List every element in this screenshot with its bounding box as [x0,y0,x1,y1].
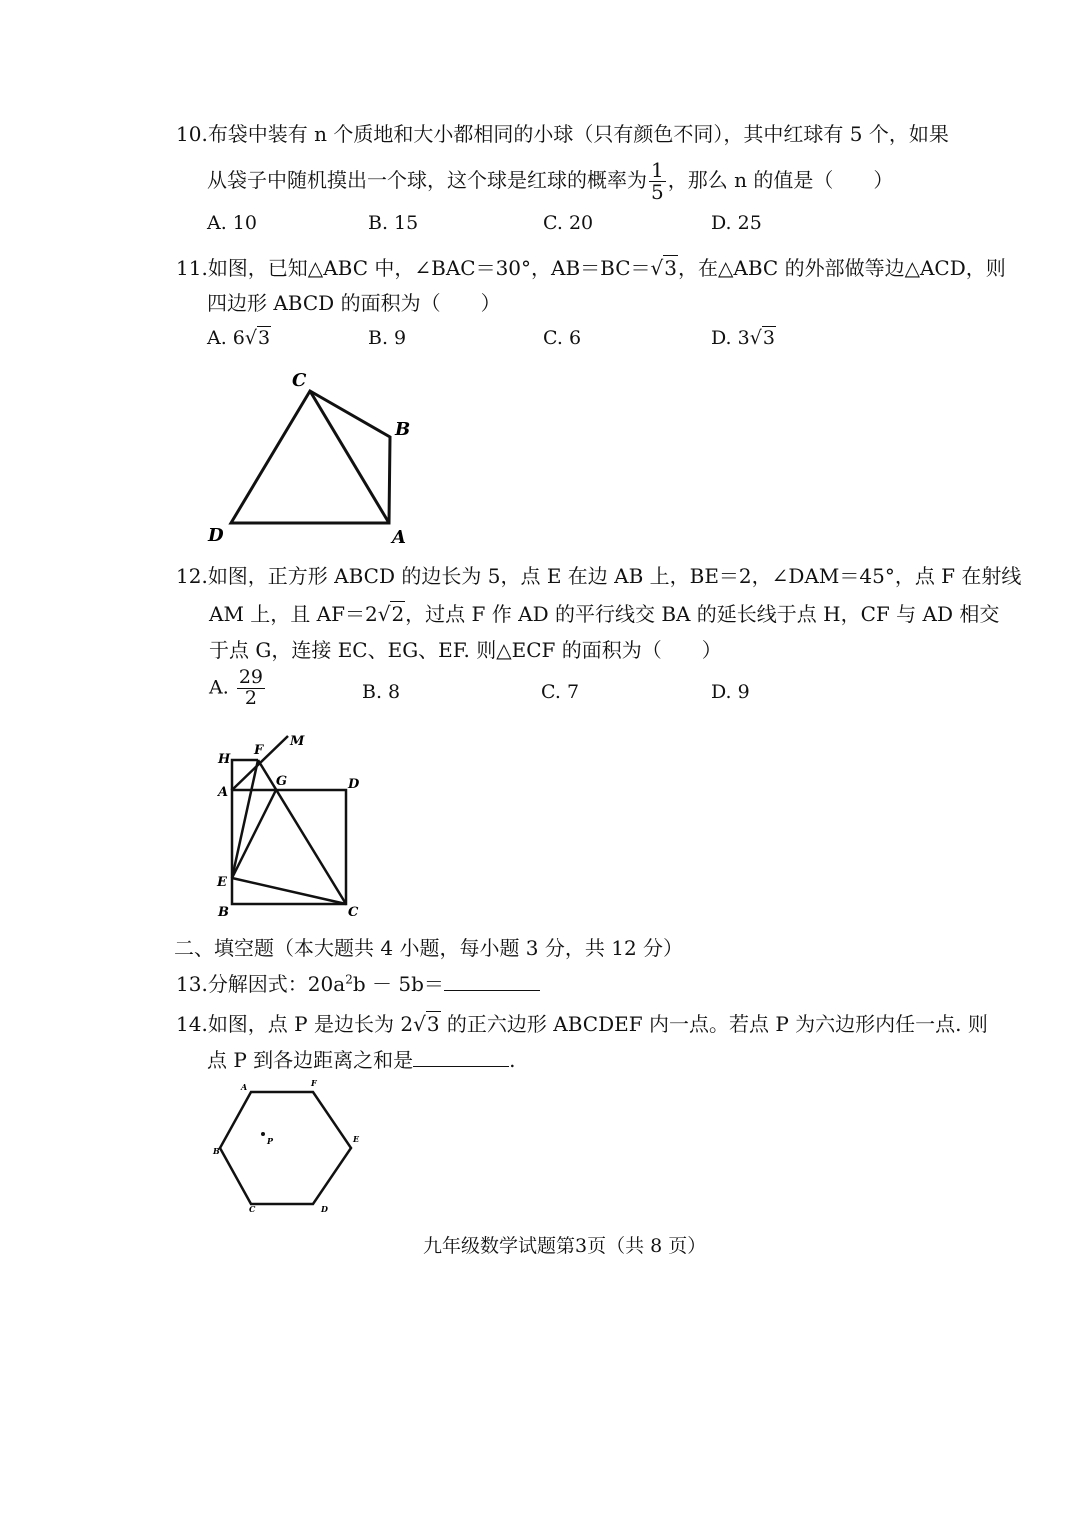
q12-text-1: 如图，正方形 ABCD 的边长为 5，点 E 在边 AB 上，BE＝2，∠DAM＝45°，点 F 在射线 [207,564,1022,588]
q11-line2: 四边形 ABCD 的面积为（ ） [207,291,501,315]
q11-label-c: C [292,370,307,391]
q11-option-d: D. 3√3 [711,327,775,349]
page-footer: 九年级数学试题第3页（共 8 页） [423,1235,707,1257]
q13-text-b: b － 5b＝ [352,972,444,996]
q12-label-e: E [217,875,227,890]
q11-diagonal-ca [310,391,389,523]
q12-text-2a: AM 上，且 AF＝2 [209,602,378,626]
q14-label-c: C [249,1204,256,1214]
q12-label-m: M [290,734,305,749]
q12-label-g: G [276,774,288,789]
q12-option-a-num: 29 [238,666,263,688]
q14-label-e: E [353,1134,360,1144]
q11-text-1b: ，在△ABC 的外部做等边△ACD，则 [678,256,1006,280]
q11-label-a: A [392,527,406,548]
q10-line2 [207,160,893,203]
q12-radicand: 2 [391,602,405,626]
q11-label-d: D [208,525,224,546]
q12-line1 [176,560,1021,589]
q10-fraction [649,160,666,203]
q11-option-d-radicand: 3 [762,327,775,349]
q14-label-f: F [311,1078,317,1088]
q12-text-2b: ，过点 F 作 AD 的平行线交 BA 的延长线于点 H，CF 与 AD 相交 [405,602,1000,626]
q12-option-b: B. 8 [362,681,401,703]
q12-segment-ec [232,878,346,904]
q10-option-b: B. 15 [368,212,419,234]
q10-text-2a: 从袋子中随机摸出一个球，这个球是红球的概率为 [207,168,647,192]
q14-hexagon [220,1092,351,1204]
q11-option-a-radicand: 3 [258,327,271,349]
q14-number: 14. [176,1012,208,1036]
q10-option-c: C. 20 [543,212,594,234]
q10-number: 10. [176,122,208,146]
q10-line1 [176,118,949,147]
section2-title: 二、填空题（本大题共 4 小题，每小题 3 分，共 12 分） [174,936,684,960]
q11-option-a: A. 6√3 [207,327,271,349]
q12-label-f: F [254,743,264,758]
q12-segment-eg [232,790,276,878]
q12-option-c: C. 7 [541,681,580,703]
q13-answer-blank [444,970,540,991]
q12-label-b: B [218,905,229,920]
q14-label-d: D [321,1204,328,1214]
q12-option-a-den: 2 [244,686,257,709]
q12-number: 12. [176,564,208,588]
q12-label-a: A [218,785,229,800]
q14-label-a: A [241,1082,248,1092]
q11-quadrilateral [231,391,390,523]
q14-line2 [207,1044,516,1073]
q10-text-2b: ，那么 n 的值是（ ） [667,168,894,192]
q12-square [232,790,346,904]
q10-text-1: 布袋中装有 n 个质地和大小都相同的小球（只有颜色不同），其中红球有 5 个，如果 [207,122,949,146]
q13-text-a: 分解因式：20a [207,972,346,996]
q11-line1: 11.如图，已知△ABC 中，∠BAC＝30°，AB＝BC＝√3，在△ABC 的外部做等边△ACD，则 [176,256,1006,280]
q13-number: 13. [176,972,208,996]
q13-exponent: 2 [345,972,353,987]
q14-text-1a: 如图，点 P 是边长为 2 [207,1012,414,1036]
q12-figure [210,728,370,923]
q14-point-p [261,1132,265,1136]
q12-line2: AM 上，且 AF＝2√2，过点 F 作 AD 的平行线交 BA 的延长线于点 H，CF 与 AD 相交 [209,602,1000,626]
q14-radicand: 3 [426,1012,440,1036]
q11-option-a-text: A. 6 [207,327,245,349]
q12-label-c: C [348,905,359,920]
q10-frac-num: 1 [651,158,664,182]
q10-option-a: A. 10 [207,212,257,234]
q11-number: 11. [176,256,208,280]
q12-label-h: H [218,752,231,767]
q12-option-a [209,668,267,709]
q14-text-1b: 的正六边形 ABCDEF 内一点。若点 P 为六边形内任一点. 则 [440,1012,988,1036]
q14-line1: 14.如图，点 P 是边长为 2√3 的正六边形 ABCDEF 内一点。若点 P 为六边形内任一点. 则 [176,1012,988,1036]
q11-option-c: C. 6 [543,327,582,349]
q10-frac-den: 5 [651,180,664,204]
q11-figure [200,365,430,550]
q12-line3: 于点 G，连接 EC、EG、EF. 则△ECF 的面积为（ ） [209,638,722,662]
q14-text-2a: 点 P 到各边距离之和是 [207,1048,414,1072]
q11-radicand: 3 [664,256,678,280]
q13-line [176,968,540,997]
q12-segment-cf [258,760,346,904]
q10-option-d: D. 25 [711,212,762,234]
q12-option-a-fraction [237,668,265,709]
q14-label-p: P [267,1136,274,1146]
q14-text-2b: . [509,1048,516,1072]
q12-option-d: D. 9 [711,681,750,703]
q12-option-a-text: A. [209,676,229,699]
q11-text-1a: 如图，已知△ABC 中，∠BAC＝30°，AB＝BC＝ [207,256,651,280]
q11-option-b: B. 9 [368,327,407,349]
q14-answer-blank [413,1046,509,1067]
q14-label-b: B [213,1146,220,1156]
q11-option-d-text: D. 3 [711,327,750,349]
q11-label-b: B [395,419,411,440]
q12-label-d: D [348,777,360,792]
q14-figure [205,1078,370,1218]
